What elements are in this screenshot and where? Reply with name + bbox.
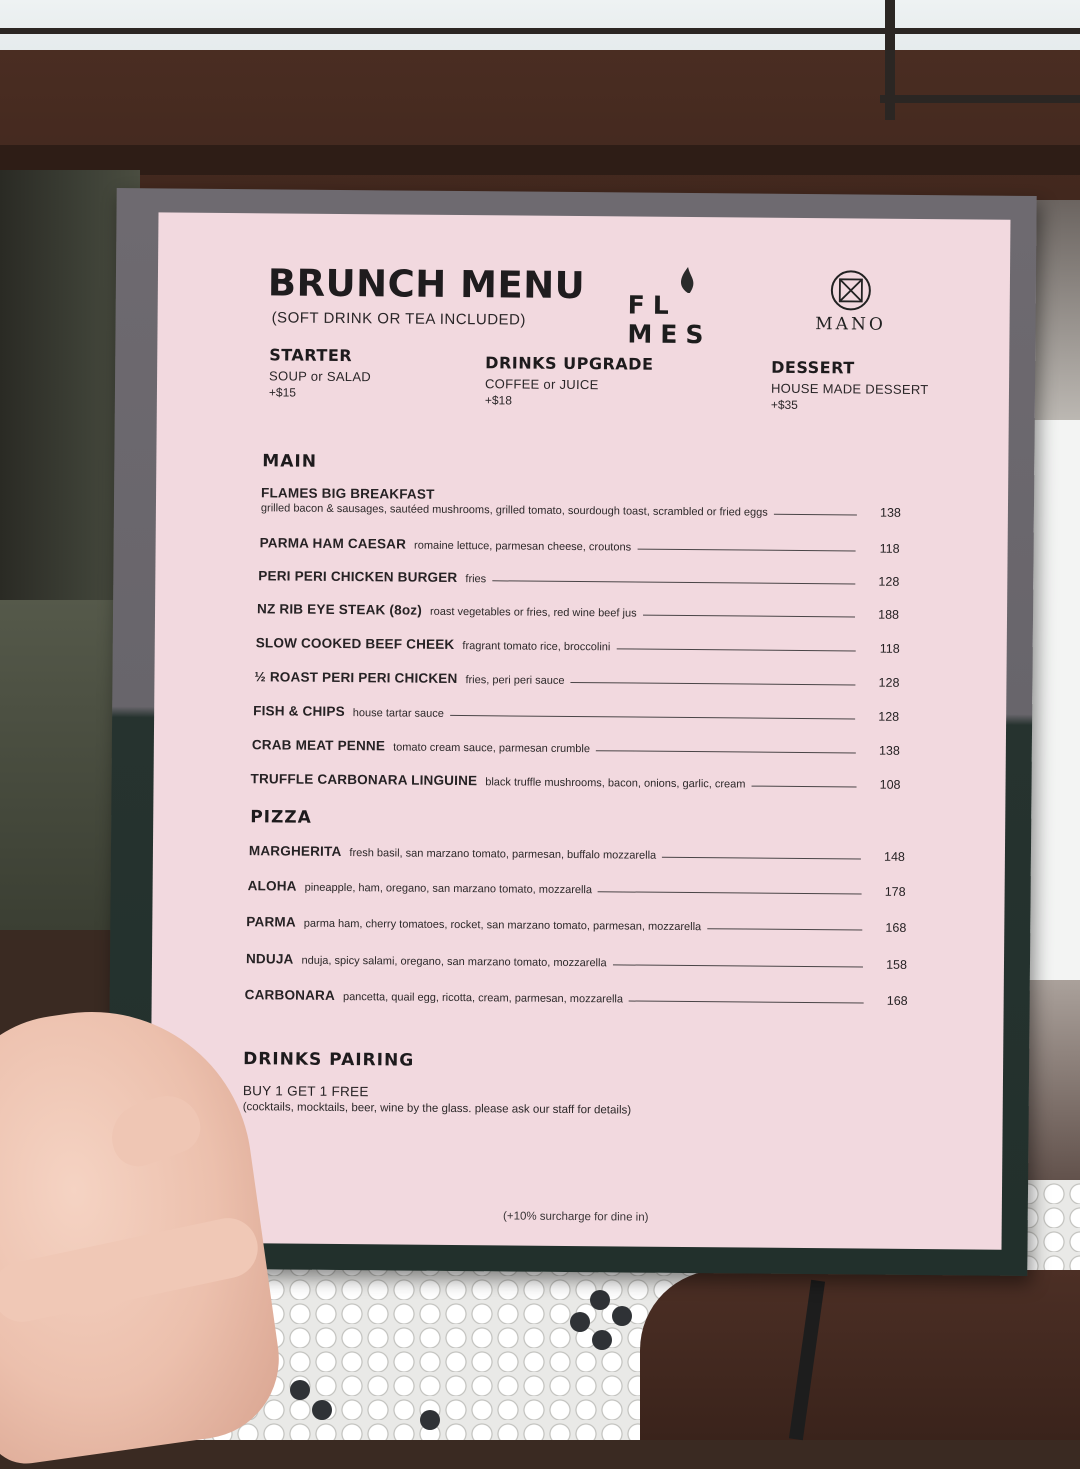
menu-item-price: 168 — [886, 993, 908, 1008]
menu-item — [248, 878, 906, 899]
drinks-upgrade-price: +$18 — [484, 393, 512, 408]
menu-item — [246, 914, 906, 935]
starter-section — [269, 345, 371, 400]
dotted-leader — [571, 682, 856, 685]
menu-item-desc: fries, peri peri sauce — [465, 674, 565, 687]
menu-item-name: NDUJA — [245, 951, 294, 967]
floor-dark-tile — [612, 1306, 632, 1326]
menu-item-name: SLOW COOKED BEEF CHEEK — [255, 635, 455, 652]
drinks-pairing-details: (cocktails, mocktails, beer, wine by the glass. please ask our staff for details) — [242, 1101, 632, 1117]
dotted-leader — [643, 615, 855, 618]
menu-item-desc: fries — [465, 573, 487, 586]
menu-item-name: CRAB MEAT PENNE — [251, 737, 386, 754]
menu-item-desc: romaine lettuce, parmesan cheese, croutons — [414, 539, 632, 554]
menu-item-price: 138 — [880, 505, 901, 520]
dotted-leader — [450, 715, 855, 720]
dotted-leader — [492, 580, 855, 584]
menu-title: BRUNCH MENU — [267, 261, 586, 308]
flames-logo-text: FL MES — [627, 290, 712, 350]
menu-item-name: PERI PERI CHICKEN BURGER — [258, 568, 458, 585]
menu-item-name: NZ RIB EYE STEAK (8oz) — [256, 601, 423, 618]
menu-item — [261, 485, 901, 520]
dotted-leader — [596, 750, 856, 753]
menu-item-price: 128 — [878, 574, 900, 589]
menu-item-desc: pineapple, ham, oregano, san marzano tomato, mozzarella — [304, 881, 593, 897]
menu-item-desc: nduja, spicy salami, oregano, san marzano tomato, mozzarella — [301, 954, 607, 970]
dotted-leader — [613, 964, 863, 967]
menu-item — [258, 568, 899, 589]
drinks-pairing-offer: BUY 1 GET 1 FREE — [242, 1083, 369, 1100]
menu-item — [256, 635, 900, 656]
starter-price: +$15 — [268, 385, 297, 400]
menu-item — [246, 951, 907, 972]
menu-item-price: 108 — [879, 777, 901, 792]
menu-item-name: FISH & CHIPS — [253, 703, 345, 720]
window-frame — [0, 28, 1080, 34]
menu-item-desc: fragrant tomato rice, broccolini — [462, 640, 611, 654]
menu-item-desc: fresh basil, san marzano tomato, parmesan, buffalo mozzarella — [349, 847, 657, 862]
drinks-upgrade-heading: DRINKS UPGRADE — [485, 353, 654, 374]
menu-item-desc: roast vegetables or fries, red wine beef jus — [429, 605, 637, 620]
flames-logo — [627, 278, 758, 350]
drinks-upgrade-section — [485, 353, 654, 408]
menu-item-name: TRUFFLE CARBONARA LINGUINE — [250, 771, 478, 789]
floor-dark-tile — [290, 1380, 310, 1400]
dotted-leader — [774, 514, 857, 516]
dotted-leader — [707, 928, 862, 930]
dessert-line: HOUSE MADE DESSERT — [770, 380, 929, 398]
menu-item-name: CARBONARA — [244, 987, 336, 1003]
window-rail — [880, 95, 1080, 103]
floor-dark-tile — [570, 1312, 590, 1332]
starter-heading: STARTER — [269, 345, 353, 366]
menu-item — [257, 601, 899, 622]
pizza-heading: PIZZA — [250, 807, 312, 828]
dotted-leader — [637, 549, 855, 552]
menu-item-name: FLAMES BIG BREAKFAST — [261, 485, 435, 502]
dotted-leader — [598, 891, 862, 894]
dotted-leader — [751, 786, 856, 788]
dessert-section — [771, 358, 929, 413]
floor-dark-tile — [312, 1400, 332, 1420]
menu-item-price: 118 — [879, 541, 900, 556]
menu-item-price: 128 — [878, 675, 900, 690]
dotted-leader — [662, 857, 861, 860]
surcharge-note: (+10% surcharge for dine in) — [502, 1210, 649, 1224]
wood-rail — [0, 145, 1080, 175]
menu-item-desc: grilled bacon & sausages, sautéed mushrooms, grilled tomato, sourdough toast, scrambled or fried eggs — [260, 502, 768, 519]
mano-logo-text: MANO — [815, 314, 886, 335]
menu-item-price: 168 — [885, 920, 907, 935]
menu-item-name: MARGHERITA — [248, 843, 342, 859]
floor-dark-tile — [590, 1290, 610, 1310]
menu-item-desc: black truffle mushrooms, bacon, onions, garlic, cream — [485, 776, 746, 791]
floor-dark-tile — [420, 1410, 440, 1430]
dotted-leader — [616, 648, 855, 651]
menu-item — [252, 737, 900, 758]
menu-item — [253, 703, 899, 724]
menu-item — [254, 669, 899, 690]
menu-subtitle: (SOFT DRINK OR TEA INCLUDED) — [271, 309, 526, 329]
dessert-heading: DESSERT — [771, 357, 855, 378]
menu-item-price: 178 — [884, 884, 906, 899]
starter-line: SOUP or SALAD — [269, 368, 372, 385]
menu-item-desc: parma ham, cherry tomatoes, rocket, san marzano tomato, parmesan, mozzarella — [303, 917, 702, 934]
menu-item-price: 158 — [886, 957, 908, 972]
main-heading: MAIN — [262, 451, 318, 472]
mano-emblem-icon — [829, 268, 873, 312]
menu-item-name: PARMA — [246, 914, 296, 930]
chair — [640, 1270, 1080, 1440]
menu-item-desc: house tartar sauce — [352, 707, 445, 720]
menu-item-name: PARMA HAM CAESAR — [259, 535, 407, 552]
mano-logo — [805, 268, 896, 339]
menu-item-price: 138 — [878, 743, 900, 758]
dessert-price: +$35 — [770, 397, 798, 412]
menu-item-name: ALOHA — [247, 878, 297, 894]
menu-item-price: 128 — [878, 709, 900, 724]
menu-paper — [150, 212, 1011, 1249]
menu-board — [107, 188, 1036, 1276]
menu-item-price: 118 — [879, 641, 900, 656]
floor-dark-tile — [592, 1330, 612, 1350]
menu-item-price: 148 — [884, 849, 905, 864]
menu-item-name: ½ ROAST PERI PERI CHICKEN — [254, 669, 458, 686]
drinks-upgrade-line: COFFEE or JUICE — [484, 376, 599, 393]
menu-item — [260, 535, 900, 556]
menu-item-desc: tomato cream sauce, parmesan crumble — [393, 741, 591, 756]
menu-item — [249, 843, 905, 864]
menu-item — [245, 987, 908, 1008]
menu-item-desc: pancetta, quail egg, ricotta, cream, parmesan, mozzarella — [342, 991, 624, 1006]
menu-item-price: 188 — [878, 607, 900, 622]
drinks-pairing-heading: DRINKS PAIRING — [243, 1049, 415, 1071]
menu-item — [251, 771, 901, 792]
dotted-leader — [629, 1001, 864, 1004]
